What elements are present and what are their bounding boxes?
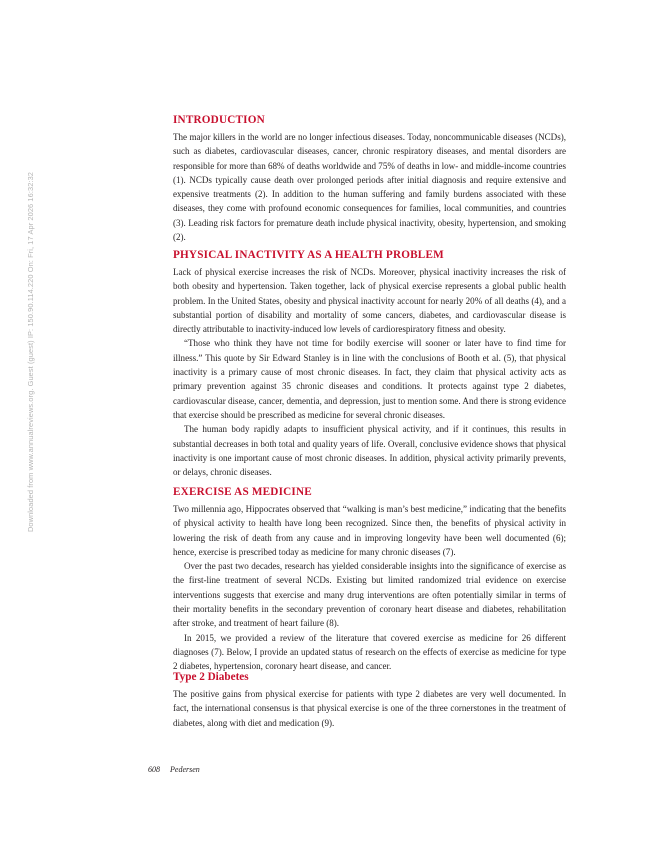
diabetes-heading: Type 2 Diabetes — [173, 671, 249, 683]
inactivity-heading: PHYSICAL INACTIVITY AS A HEALTH PROBLEM — [173, 249, 444, 261]
introduction-section — [173, 113, 566, 244]
diabetes-section — [173, 670, 566, 730]
inactivity-paragraph-1: Lack of physical exercise increases the risk of NCDs. Moreover, physical inactivity increases the risk of both obesity and hypertension. Taken together, lack of physical exercise represents a global public health problem. In the United States, obesity and physical inactivity account for nearly 20% of all deaths (4), and a substantial portion of disability and mortality of some cancers, diabetes, and cardiovascular disease is directly attributable to inactivity-induced low levels of cardiorespiratory fitness and obesity. — [173, 267, 566, 335]
download-watermark: Downloaded from www.annualreviews.org. Guest (guest) IP: 150.90.114.220 On: Fri, 17 Apr 2026 16:32:32 — [26, 172, 35, 532]
running-author: Pedersen — [170, 765, 200, 774]
medicine-paragraph-2: Over the past two decades, research has yielded considerable insights into the significance of exercise as the first-line treatment of several NCDs. Existing but limited randomized trial evidence on exercise interventions suggests that exercise and many drug interventions are often potentially similar in terms of their mortality benefits in the secondary prevention of coronary heart disease and diabetes, rehabilitation after stroke, and treatment of heart failure (8). — [173, 561, 566, 629]
inactivity-paragraph-3: The human body rapidly adapts to insufficient physical activity, and if it continues, this results in substantial decreases in both total and quality years of life. Overall, conclusive evidence shows that physical inactivity is one important cause of most chronic diseases. In addition, physical activity primarily prevents, or delays, chronic diseases. — [173, 424, 566, 478]
medicine-paragraph-3: In 2015, we provided a review of the literature that covered exercise as medicine for 26 different diagnoses (7). Below, I provide an updated status of research on the effects of exercise as medicine for type 2 diabetes, hypertension, coronary heart disease, and cancer. — [173, 632, 566, 672]
inactivity-section — [173, 248, 566, 479]
introduction-paragraph-1: The major killers in the world are no longer infectious diseases. Today, noncommunicable diseases (NCDs), such as diabetes, cardiovascular diseases, cancer, chronic respiratory diseases, and mental disorders are responsible for more than 68% of deaths worldwide and 75% of deaths in low- and middle-income countries (1). NCDs typically cause death over prolonged periods after initial diagnosis and require extensive and expensive treatments (2). In addition to the human suffering and family burdens associated with these diseases, they come with profound economic consequences for families, local communities, and countries (3). Leading risk factors for premature death include physical inactivity, obesity, hypertension, and smoking (2). — [173, 132, 566, 243]
diabetes-paragraph-1: The positive gains from physical exercise for patients with type 2 diabetes are very well documented. In fact, the international consensus is that physical exercise is one of the three cornerstones in the treatment of diabetes, along with diet and medication (9). — [173, 689, 566, 728]
medicine-heading: EXERCISE AS MEDICINE — [173, 486, 312, 498]
medicine-paragraph-1: Two millennia ago, Hippocrates observed that “walking is man’s best medicine,” indicating that the benefits of physical activity to health have long been recognized. Since then, the benefits of physical activity in lowering the risk of death from any cause and in improving longevity have been well documented (6); hence, exercise is prescribed today as medicine for many chronic diseases (7). — [173, 504, 566, 557]
inactivity-paragraph-2: “Those who think they have not time for bodily exercise will sooner or later have to find time for illness.” This quote by Sir Edward Stanley is in line with the conclusions of Booth et al. (5), that physical inactivity is a primary cause of most chronic diseases. In fact, they claim that physical activity acts as primary prevention against 35 chronic diseases and conditions. It protects against type 2 diabetes, cardiovascular disease, cancer, dementia, and depression, just to mention some. And there is strong evidence that exercise should be prescribed as medicine for several chronic diseases. — [173, 338, 566, 420]
page-footer — [148, 765, 210, 774]
medicine-section — [173, 485, 566, 674]
introduction-heading: INTRODUCTION — [173, 114, 265, 126]
page-number: 608 — [148, 765, 160, 774]
